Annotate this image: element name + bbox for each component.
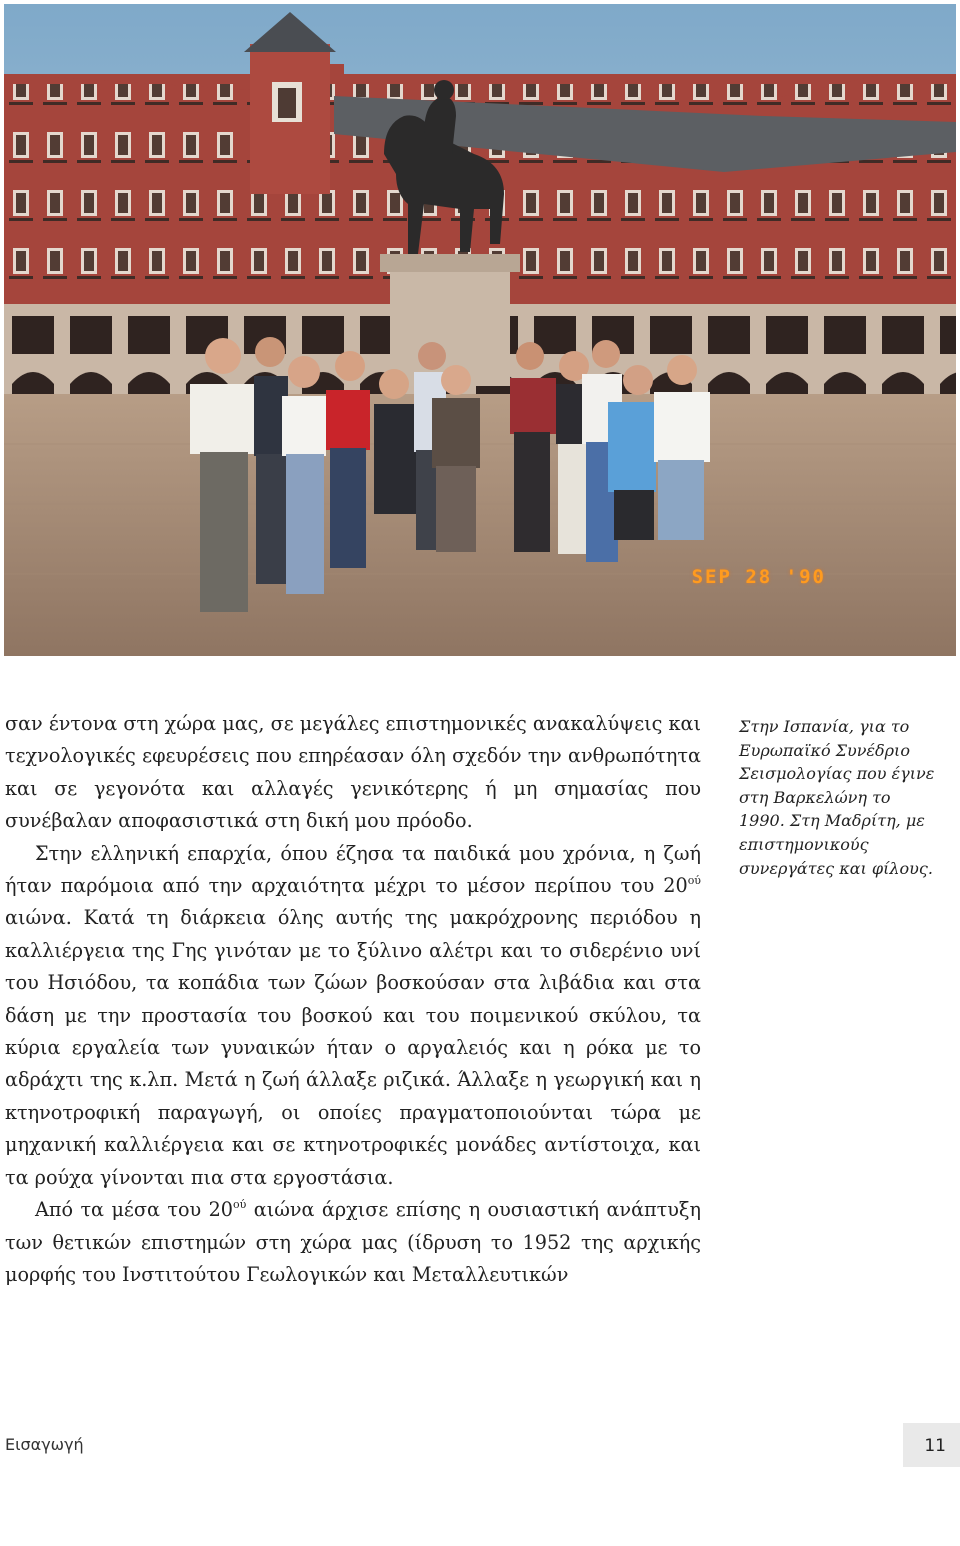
paragraph-1: σαν έντονα στη χώρα μας, σε μεγάλες επιστημονικές ανακαλύψεις και τεχνολογικές εφευρέσεις που επηρέασαν όλη σχεδόν την ανθρωπότητα και σε γεγονότα και αλλαγές γενικότερης ή μη σημασίας που συνέβαλαν αποφασιστικά στη δική μου πρόοδο. (5, 712, 701, 833)
photo-date-stamp: SEP 28 '90 (691, 566, 826, 588)
paragraph-2-rest: αιώνα. Κατά τη διάρκεια όλης αυτής της μακρόχρονης περιόδου η καλλιέργεια της Γης γινόταν με το ξύλινο αλέτρι και το σιδερένιο υνί του Ησιόδου, τα κοπάδια των ζώων βοσκούσαν στα λιβάδια και στα δάση με την προστασία του βοσκού και του ποιμενικού σκύλου, τα κύρια εργαλεία των γυναικών ήταν ο αργαλειός και η ρόκα με το αδράχτι της κ.λπ. Μετά η ζωή άλλαξε ριζικά. Άλλαξε η γεωργική και η κτηνοτροφική παραγωγή, οι οποίες πραγματοποιούνται τώρα με μηχανική καλλιέργεια και σε κτηνοτροφικές μονάδες αντίστοιχα, και τα ρούχα γίνονται πια στα εργοστάσια. (5, 906, 701, 1189)
group-photo (4, 4, 956, 656)
footer-section-title: Εισαγωγή (5, 1435, 84, 1454)
paragraph-3-rest: αιώνα άρχισε επίσης η ουσιαστική ανάπτυξη των θετικών επιστημών στη χώρα μας (ίδρυση το 1952 της αρχικής μορφής του Ινστιτούτου Γεωλογικών και Μεταλλευτικών (5, 1198, 701, 1286)
photo-caption: Στην Ισπανία, για το Ευρωπαϊκό Συνέδριο Σεισμολογίας που έγινε στη Βαρκελώνη το 1990. Στη Μαδρίτη, με επιστημονικούς συνεργάτες και φίλους. (739, 717, 935, 878)
page-number: 11 (924, 1436, 946, 1456)
paragraph-2-start: Στην ελληνική επαρχία, όπου έζησα τα παιδικά μου χρόνια, η ζωή ήταν παρόμοια από την αρχαιότητα μέχρι το μέσον περίπου του 20 (5, 841, 701, 898)
ordinal-superscript: ού (233, 1198, 247, 1212)
paragraph-3 (5, 1194, 701, 1291)
body-text (5, 708, 701, 1291)
ordinal-superscript: ού (687, 874, 701, 888)
paragraph-2 (5, 838, 701, 1194)
paragraph-3-start: Από τα μέσα του 20 (35, 1198, 233, 1222)
